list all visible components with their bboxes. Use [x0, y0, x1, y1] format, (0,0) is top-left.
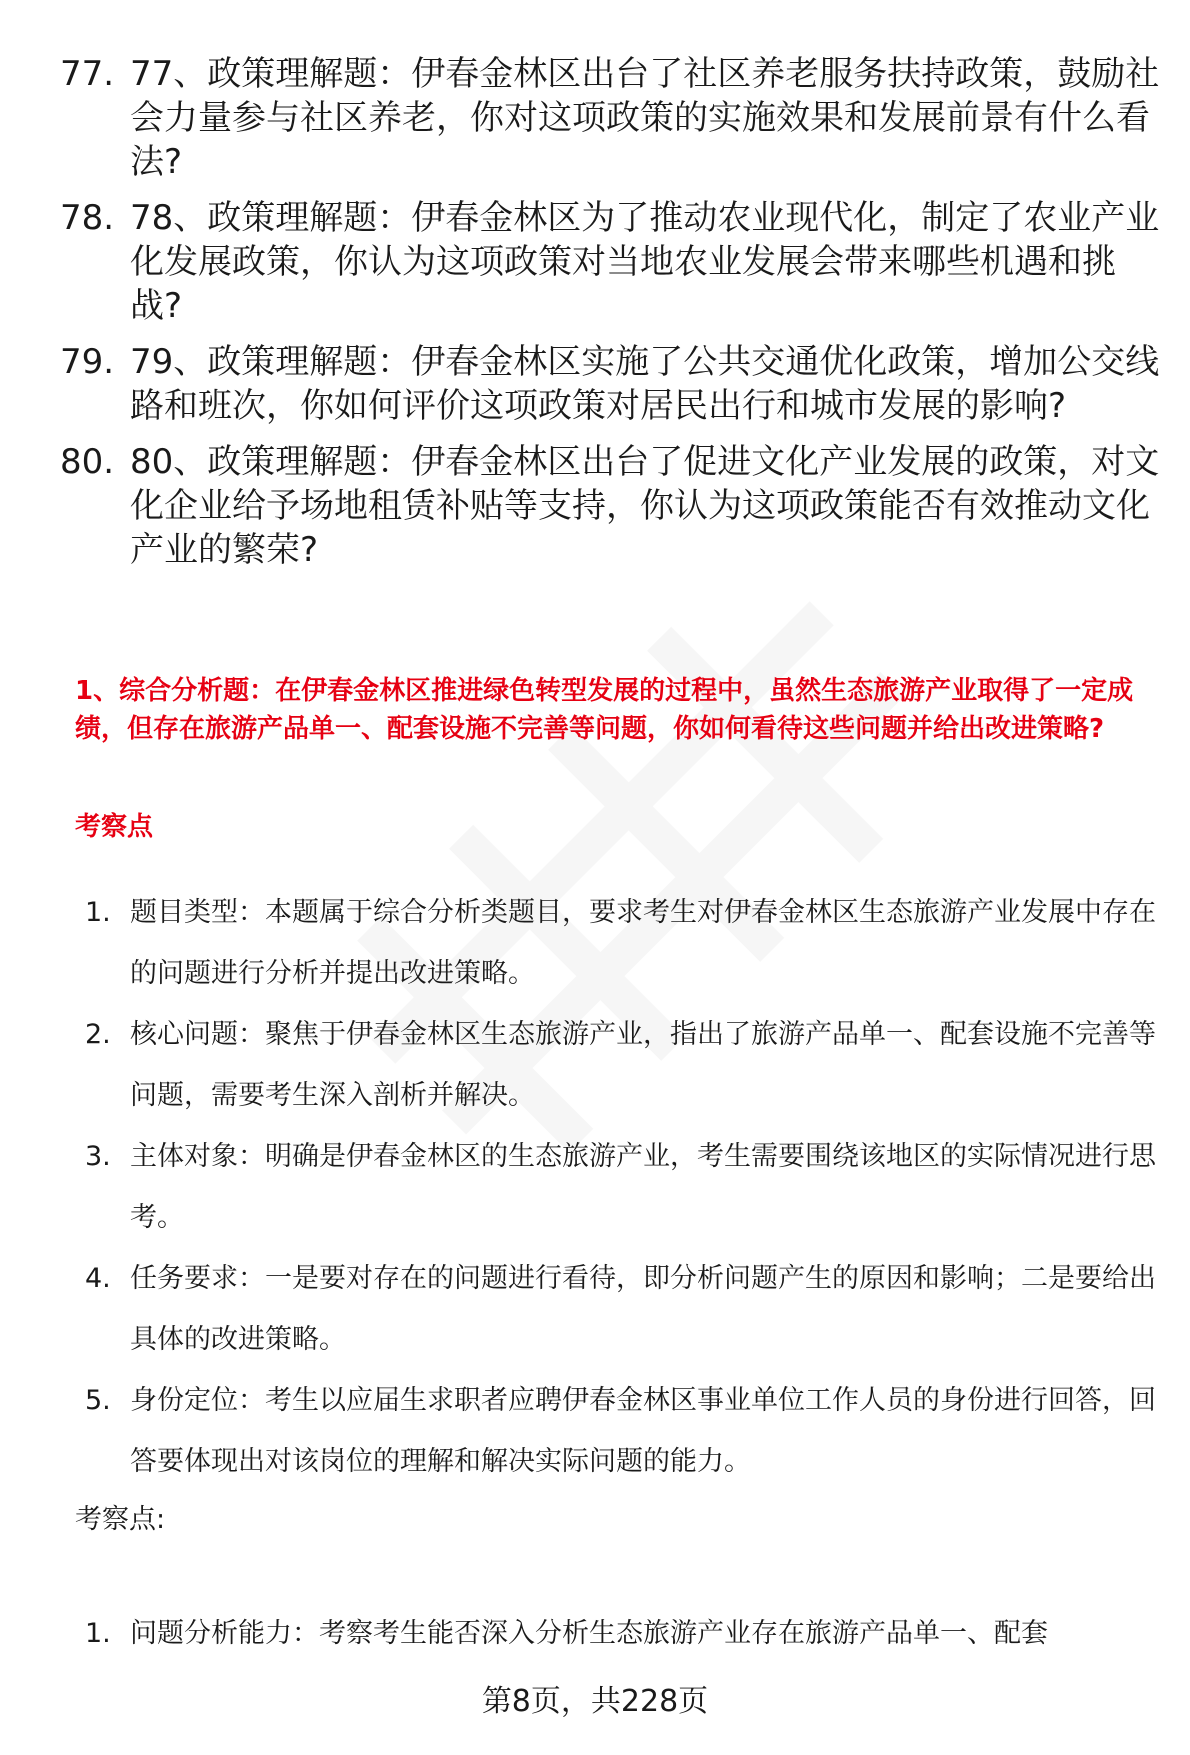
point-text: 问题分析能力：考察考生能否深入分析生态旅游产业存在旅游产品单一、配套 — [130, 1618, 1048, 1649]
exam-point-item — [85, 1603, 1160, 1664]
question-text: 79、政策理解题：伊春金林区实施了公共交通优化政策，增加公交线路和班次，你如何评价这项政策对居民出行和城市发展的影响? — [130, 342, 1160, 426]
exam-point-item — [85, 1248, 1160, 1370]
question-item — [60, 196, 1160, 328]
question-item — [60, 52, 1160, 184]
exam-points-list — [85, 882, 1160, 1492]
question-text: 80、政策理解题：伊春金林区出台了促进文化产业发展的政策，对文化企业给予场地租赁补贴等支持，你认为这项政策能否有效推动文化产业的繁荣? — [130, 442, 1160, 570]
exam-point-item — [85, 1370, 1160, 1492]
question-text: 78、政策理解题：伊春金林区为了推动农业现代化，制定了农业产业化发展政策，你认为这项政策对当地农业发展会带来哪些机遇和挑战? — [130, 198, 1160, 326]
question-number: 78. — [60, 198, 115, 238]
point-text: 题目类型：本题属于综合分析类题目，要求考生对伊春金林区生态旅游产业发展中存在的问题进行分析并提出改进策略。 — [130, 897, 1156, 989]
exam-points-list-2 — [85, 1603, 1160, 1664]
point-text: 主体对象：明确是伊春金林区的生态旅游产业，考生需要围绕该地区的实际情况进行思考。 — [130, 1141, 1156, 1233]
point-number: 2. — [85, 1019, 111, 1050]
policy-question-list — [60, 52, 1160, 584]
exam-point-item — [85, 1004, 1160, 1126]
question-text: 77、政策理解题：伊春金林区出台了社区养老服务扶持政策，鼓励社会力量参与社区养老，你对这项政策的实施效果和发展前景有什么看法? — [130, 54, 1160, 182]
question-number: 80. — [60, 442, 115, 482]
exam-points-heading-2: 考察点: — [75, 1504, 166, 1535]
question-item — [60, 440, 1160, 572]
exam-point-item — [85, 882, 1160, 1004]
point-text: 任务要求：一是要对存在的问题进行看待，即分析问题产生的原因和影响；二是要给出具体的改进策略。 — [130, 1263, 1156, 1355]
question-number: 77. — [60, 54, 115, 94]
point-text: 核心问题：聚焦于伊春金林区生态旅游产业，指出了旅游产品单一、配套设施不完善等问题，需要考生深入剖析并解决。 — [130, 1019, 1156, 1111]
exam-points-heading: 考察点 — [75, 812, 154, 842]
page-footer: 第8页，共228页 — [481, 1684, 709, 1719]
point-number: 1. — [85, 1618, 111, 1649]
point-text: 身份定位：考生以应届生求职者应聘伊春金林区事业单位工作人员的身份进行回答，回答要体现出对该岗位的理解和解决实际问题的能力。 — [130, 1385, 1156, 1477]
point-number: 1. — [85, 897, 111, 928]
question-number: 79. — [60, 342, 115, 382]
analysis-question-title: 1、综合分析题：在伊春金林区推进绿色转型发展的过程中，虽然生态旅游产业取得了一定成绩，但存在旅游产品单一、配套设施不完善等问题，你如何看待这些问题并给出改进策略? — [75, 676, 1134, 744]
point-number: 3. — [85, 1141, 111, 1172]
question-item — [60, 340, 1160, 428]
point-number: 4. — [85, 1263, 111, 1294]
exam-point-item — [85, 1126, 1160, 1248]
point-number: 5. — [85, 1385, 111, 1416]
